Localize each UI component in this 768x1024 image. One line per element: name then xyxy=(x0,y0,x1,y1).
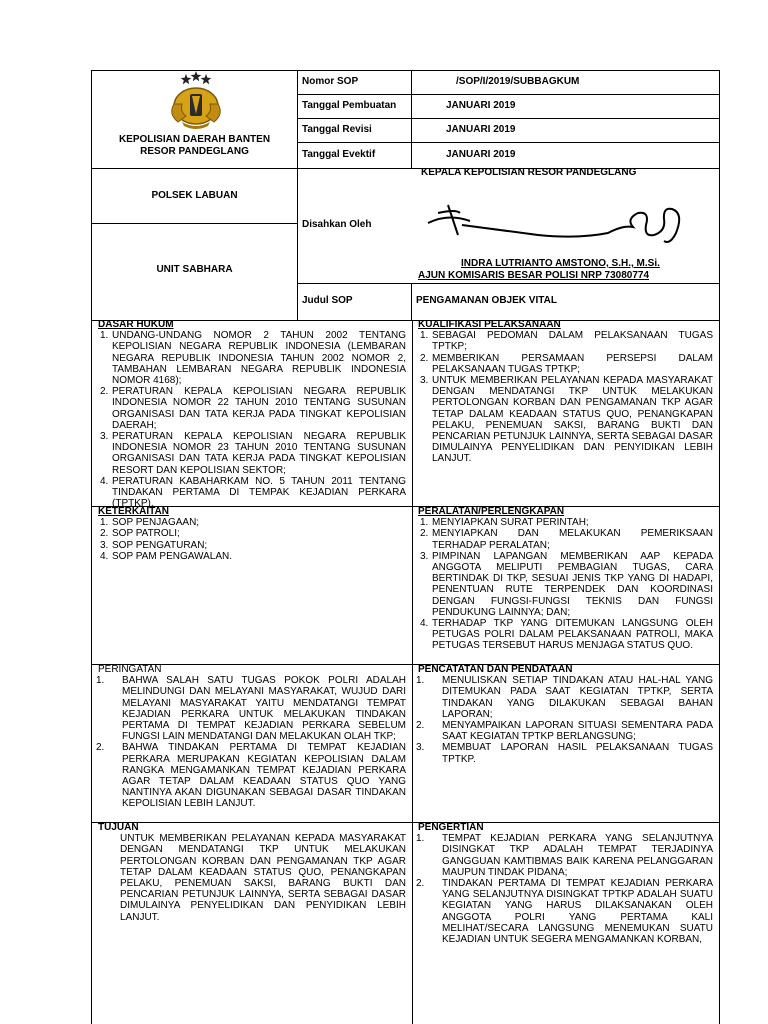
tanggal-evektif-label: Tanggal Evektif xyxy=(302,149,376,160)
section-keterkaitan xyxy=(96,506,406,562)
list-item: 3. PERATURAN KEPALA KEPOLISIAN NEGARA REPUBLIK INDONESIA NOMOR 23 TAHUN 2010 TENTANG SUSUNAN ORGANISASI DAN TATA KERJA PADA TINGKAT KEPOLISIAN RESORT DAN KEPOLISIAN SEKTOR; xyxy=(100,431,406,476)
section-title: PERALATAN/PERLENGKAPAN xyxy=(418,506,565,517)
list-item: 2. BAHWA TINDAKAN PERTAMA DI TEMPAT KEJADIAN PERKARA MERUPAKAN KEGIATAN KEPOLISIAN DALAM RANGKA MENGAMANKAN TEMPAT KEJADIAN PERKARA AGAR TETAP DALAM KEADAAN STATUS QUO YANG NANTINYA AKAN DIGUNAKAN SEBAGAI DASAR TINDAKAN KEPOLISIAN LEBIH LANJUT. xyxy=(96,742,406,810)
section-title: PERINGATAN xyxy=(98,664,162,675)
table-border-right xyxy=(719,70,720,1024)
list-item: 2. MENYIAPKAN DAN MELAKUKAN PEMERIKSAAN TERHADAP PERALATAN; xyxy=(420,528,713,551)
section-title: PENGERTIAN xyxy=(418,822,484,833)
list-item: 1. MENYIAPKAN SURAT PERINTAH; xyxy=(420,517,589,529)
section-pencatatan xyxy=(416,664,713,765)
judul-sop-label: Judul SOP xyxy=(302,295,353,306)
list-item: 1. SOP PENJAGAAN; xyxy=(100,517,200,529)
judul-sop-value: PENGAMANAN OBJEK VITAL xyxy=(416,295,557,306)
org-name-line1: KEPOLISIAN DAERAH BANTEN xyxy=(118,134,271,145)
list-item: 2. SOP PATROLI; xyxy=(100,528,180,540)
tanggal-revisi-label: Tanggal Revisi xyxy=(302,124,372,135)
section-peringatan xyxy=(96,664,406,810)
section-title: KETERKAITAN xyxy=(98,506,169,517)
star-icon xyxy=(201,74,212,84)
tanggal-revisi-value: JANUARI 2019 xyxy=(446,124,516,135)
approver-title: KEPALA KEPOLISIAN RESOR PANDEGLANG xyxy=(421,167,637,178)
list-item: 3. MEMBUAT LAPORAN HASIL PELAKSANAAN TUGAS TPTKP. xyxy=(416,742,713,765)
approver-name: INDRA LUTRIANTO AMSTONO, S.H., M.Si. xyxy=(461,258,660,269)
star-icon xyxy=(191,71,202,81)
section-pengertian xyxy=(416,822,713,945)
approver-rank: AJUN KOMISARIS BESAR POLISI NRP 73080774 xyxy=(418,270,650,281)
table-divider xyxy=(411,70,412,168)
table-divider xyxy=(411,283,412,320)
list-item: 2. MEMBERIKAN PERSAMAAN PERSEPSI DALAM PELAKSANAAN TUGAS TPTKP; xyxy=(420,352,713,375)
signature-image xyxy=(418,183,698,253)
table-divider xyxy=(412,320,413,1024)
section-title: DASAR HUKUM xyxy=(98,319,174,330)
tanggal-pembuatan-label: Tanggal Pembuatan xyxy=(302,100,397,111)
section-title: PENCATATAN DAN PENDATAAN xyxy=(418,664,573,675)
list-item: 1. UNDANG-UNDANG NOMOR 2 TAHUN 2002 TENTANG KEPOLISIAN NEGARA REPUBLIK INDONESIA (LEMBARAN NEGARA REPUBLIK INDONESIA TAHUN 2002 NOMOR 2, TAMBAHAN LEMBARAN NEGARA REPUBLIK INDONESIA NOMOR 4168); xyxy=(100,330,406,387)
list-item: 1. BAHWA SALAH SATU TUGAS POKOK POLRI ADALAH MELINDUNGI DAN MELAYANI MASYARAKAT, WUJUD DARI MELAYANI MASYARAKAT YAITU MENDATANGI TEMPAT KEJADIAN PERKARA UNTUK MELAKUKAN TINDAKAN PERTAMA DI TEMPAT KEJADIAN PERKARA SEBELUM FUNGSI LAIN MENDATANGI DAN MELAKUKAN OLAH TKP; xyxy=(96,675,406,743)
unit-polsek: POLSEK LABUAN xyxy=(151,190,238,201)
table-divider xyxy=(91,223,297,224)
section-title: KUALIFIKASI PELAKSANAAN xyxy=(418,319,561,330)
list-item: 3. UNTUK MEMBERIKAN PELAYANAN KEPADA MASYARAKAT DENGAN MENDATANGI TKP UNTUK MELAKUKAN PERTOLONGAN KORBAN DAN PENGAMANAN TKP AGAR TETAP DALAM KEADAAN STATUS QUO, PENANGKAPAN PELAKU, PENEMUAN SAKSI, BARANG BUKTI DAN PENCARIAN PETUNJUK LAINNYA, SERTA SEBAGAI DASAR DIMULAINYA PENYELIDIKAN DAN PENYIDIKAN LEBIH LANJUT. xyxy=(420,375,713,465)
star-icon xyxy=(181,74,192,84)
tanggal-evektif-value: JANUARI 2019 xyxy=(446,149,516,160)
org-name-line2: RESOR PANDEGLANG xyxy=(140,146,249,157)
section-title: TUJUAN xyxy=(98,822,139,833)
table-border-left xyxy=(91,70,92,1024)
nomor-sop-label: Nomor SOP xyxy=(302,76,359,87)
list-item: 1. TEMPAT KEJADIAN PERKARA YANG SELANJUTNYA DISINGKAT TKP ADALAH TEMPAT TERJADINYA GANGGUAN KAMTIBMAS BAIK KARENA PELANGGARAN MAUPUN TINDAK PIDANA; xyxy=(416,833,713,878)
list-item: 1. MENULISKAN SETIAP TINDAKAN ATAU HAL-HAL YANG DITEMUKAN PADA SAAT KEGIATAN TPTKP, SERTA TINDAKAN YANG DILAKUKAN SEBAGAI BAHAN LAPORAN; xyxy=(416,675,713,720)
list-item: 2. TINDAKAN PERTAMA DI TEMPAT KEJADIAN PERKARA YANG SELANJUTNYA DISINGKAT TPTKP ADALAH SUATU KEGIATAN YANG HARUS DILAKSANAKAN OLEH ANGGOTA POLRI YANG PERTAMA KALI MELIHAT/SECARA LANGSUNG MENEMUKAN SUATU KEJADIAN UNTUK SEGERA MENGAMANKAN KORBAN, xyxy=(416,878,713,946)
section-tujuan xyxy=(96,822,406,923)
section-dasar-hukum xyxy=(96,319,406,509)
list-item: 2. MENYAMPAIKAN LAPORAN SITUASI SEMENTARA PADA SAAT KEGIATAN TPTKP BERLANGSUNG; xyxy=(416,720,713,743)
list-item: 4. SOP PAM PENGAWALAN. xyxy=(100,550,233,562)
tanggal-pembuatan-value: JANUARI 2019 xyxy=(446,100,516,111)
table-divider xyxy=(297,283,719,284)
section-peralatan xyxy=(416,506,713,652)
list-item: 3. SOP PENGATURAN; xyxy=(100,539,208,551)
list-item: 1. SEBAGAI PEDOMAN DALAM PELAKSANAAN TUGAS TPTKP; xyxy=(420,330,713,353)
list-item: 2. PERATURAN KEPALA KEPOLISIAN NEGARA REPUBLIK INDONESIA NOMOR 22 TAHUN 2010 TENTANG SUSUNAN ORGANISASI DAN TATA KERJA PADA TINGKAT KEPOLISIAN DAERAH; xyxy=(100,386,406,431)
table-divider xyxy=(297,94,719,95)
table-divider xyxy=(297,118,719,119)
list-item: 3. PIMPINAN LAPANGAN MEMBERIKAN AAP KEPADA ANGGOTA MELIPUTI PEMBAGIAN TUGAS, CARA BERTINDAK DI TKP, SESUAI JENIS TKP YANG DI HADAPI, PENENTUAN RUTE TERPENDEK DAN KOORDINASI DENGAN FUNGSI-FUNGSI TEKNIS DAN FUNGSI PENDUKUNG LAINNYA; DAN; xyxy=(420,550,713,618)
nomor-sop-value: /SOP/I/2019/SUBBAGKUM xyxy=(456,76,580,87)
unit-sabhara: UNIT SABHARA xyxy=(156,264,233,275)
list-item: 4. PERATURAN KABAHARKAM NO. 5 TAHUN 2011 TENTANG TINDAKAN PERTAMA DI TEMPAK KEJADIAN PERKARA (TPTKP). xyxy=(100,475,406,510)
police-emblem-logo xyxy=(160,70,232,132)
list-item: 4. TERHADAP TKP YANG DITEMUKAN LANGSUNG OLEH PETUGAS POLRI DALAM PELAKSANAAN PATROLI, MAKA PETUGAS TERSEBUT HARUS MENJAGA STATUS QUO. xyxy=(420,618,713,652)
table-divider xyxy=(297,142,719,143)
tujuan-text: UNTUK MEMBERIKAN PELAYANAN KEPADA MASYARAKAT DENGAN MENDATANGI TKP UNTUK MELAKUKAN PERTOLONGAN KORBAN DAN PENGAMANAN TKP AGAR TETAP DALAM KEADAAN STATUS QUO, PENANGKAPAN PELAKU, PENEMUAN SAKSI, BARANG BUKTI DAN PENCARIAN PETUNJUK LAINNYA, SERTA SEBAGAI DASAR DIMULAINYA PENYELIDIKAN DAN PENYIDIKAN LEBIH LANJUT. xyxy=(120,833,406,923)
disahkan-label: Disahkan Oleh xyxy=(302,219,372,230)
section-kualifikasi xyxy=(416,319,713,465)
